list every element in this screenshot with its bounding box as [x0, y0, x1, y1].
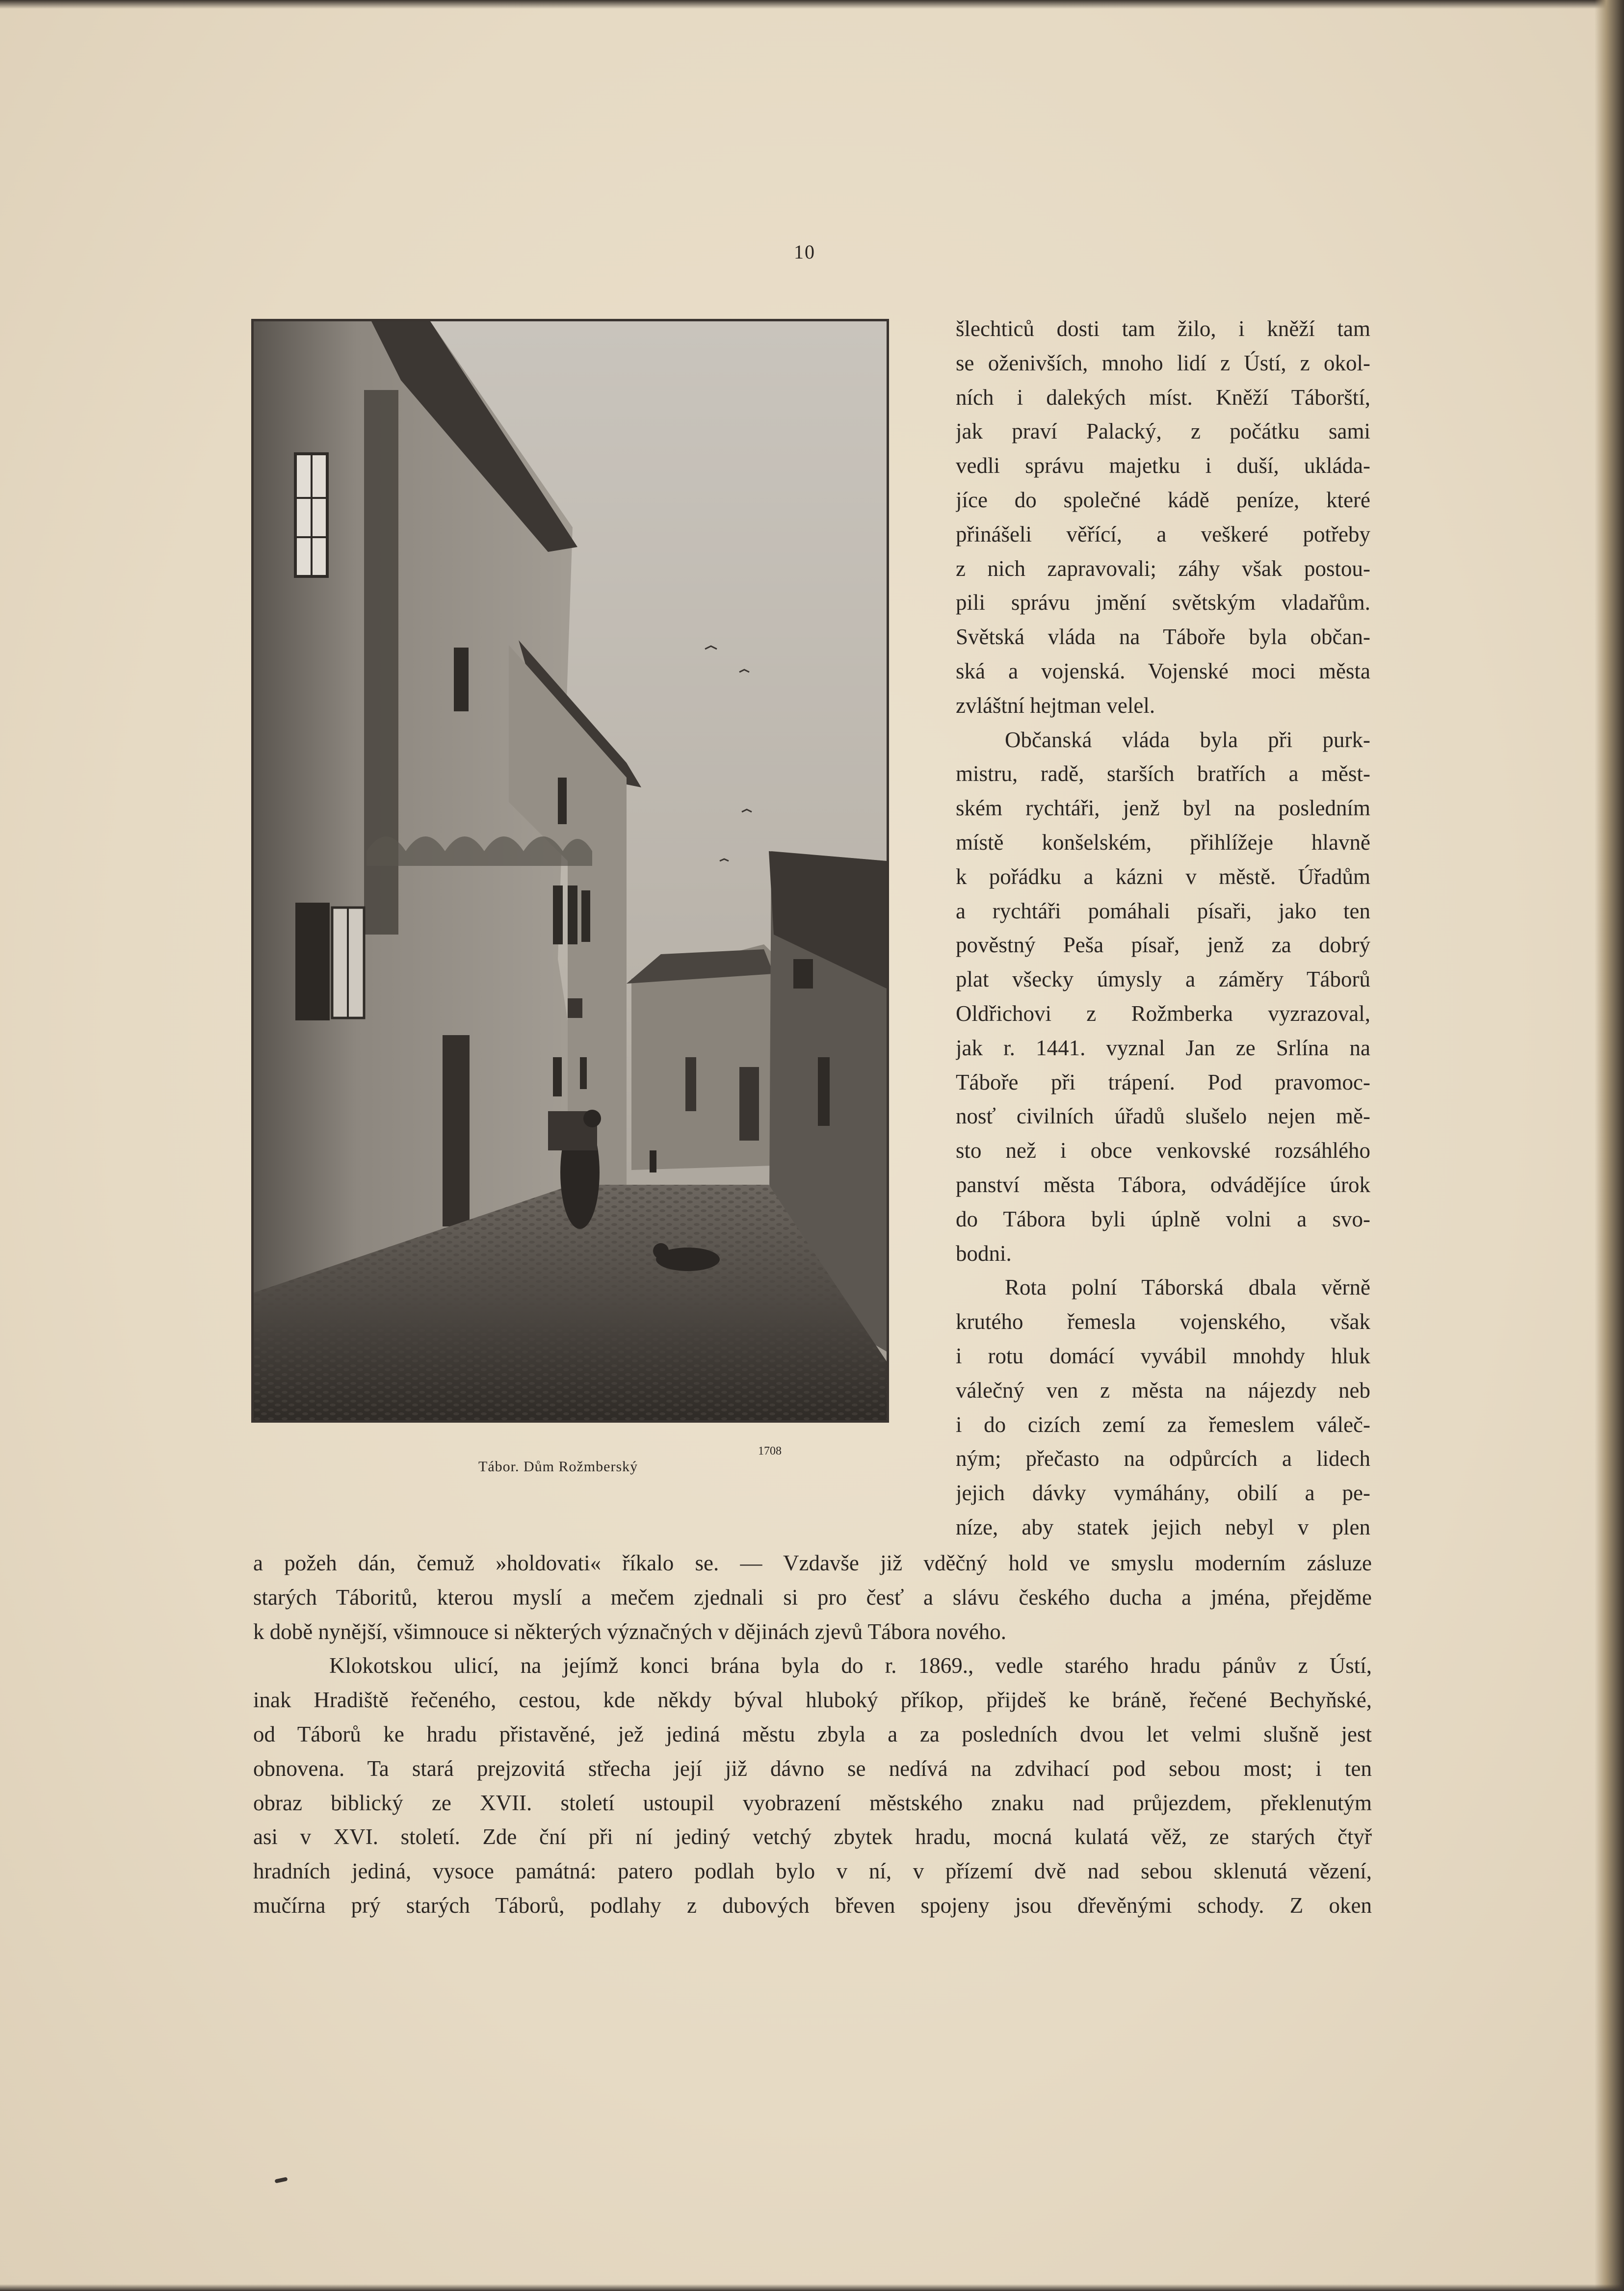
text-line: níze, aby statek jejich nebyl v plen	[956, 1514, 1370, 1539]
text-line: jejich dávky vymáhány, obilí a pe-	[956, 1481, 1370, 1506]
text-line: hradních jediná, vysoce památná: patero podlah bylo v ní, v přízemí dvě nad sebou sklenutá vězení,	[253, 1859, 1372, 1884]
paragraph	[956, 312, 1370, 723]
text-line: Klokotskou ulicí, na jejímž konci brána byla do r. 1869., vedle starého hradu pánův z Ústí,	[329, 1653, 1372, 1678]
right-column-text	[956, 312, 1370, 1545]
text-line: krutého řemesla vojenského, však	[956, 1309, 1370, 1334]
plate-number: 1708	[758, 1445, 782, 1458]
text-line: mučírna prý starých Táborů, podlahy z dubových břeven spojeny jsou dřevěnými schody. Z oken	[253, 1893, 1372, 1918]
text-line: k pořádku a kázni v městě. Úřadům	[956, 864, 1370, 889]
top-edge-shadow	[0, 0, 1624, 9]
text-line: přinášeli věřící, a veškeré potřeby	[956, 521, 1370, 547]
text-line: pili správu jmění světským vladařům.	[956, 590, 1370, 615]
text-line: ným; přečasto na odpůrcích a lidech	[956, 1446, 1370, 1471]
figure-caption: Tábor. Dům Rožmberský	[478, 1458, 638, 1475]
text-line: jíce do společné kádě peníze, které	[956, 487, 1370, 512]
text-line: starých Táboritů, kterou myslí a mečem zjednali si pro česť a slávu českého ducha a jména, přejděme	[253, 1585, 1372, 1610]
text-line: šlechticů dosti tam žilo, i kněží tam	[956, 316, 1370, 341]
text-line: jak r. 1441. vyznal Jan ze Srlína na	[956, 1035, 1370, 1060]
text-line: Rota polní Táborská dbala věrně	[1005, 1275, 1370, 1300]
text-line: panství města Tábora, odvádějíce úrok	[956, 1172, 1370, 1197]
text-line: a rychtáři pomáhali písaři, jako ten	[956, 898, 1370, 923]
text-line: válečný ven z města na nájezdy neb	[956, 1378, 1370, 1403]
text-line: ská a vojenská. Vojenské moci města	[956, 658, 1370, 683]
text-line: Oldřichovi z Rožmberka vyzrazoval,	[956, 1001, 1370, 1026]
text-line: ském rychtáři, jenž byl na posledním	[956, 796, 1370, 821]
paragraph	[956, 1271, 1370, 1544]
text-line: jak praví Palacký, z počátku sami	[956, 419, 1370, 444]
text-line: i do cizích zemí za řemeslem váleč-	[956, 1412, 1370, 1437]
text-line: mistru, radě, starších bratřích a měst-	[956, 761, 1370, 786]
text-line: ních i dalekých míst. Kněží Táborští,	[956, 385, 1370, 410]
ink-mark	[274, 2177, 288, 2183]
text-line: od Táborů ke hradu přistavěné, jež jediná městu zbyla a za posledních dvou let velmi slušně jest	[253, 1721, 1372, 1746]
text-line: nosť civilních úřadů slušelo nejen mě-	[956, 1104, 1370, 1129]
paragraph	[253, 1546, 1372, 1649]
text-line: pověstný Peša písař, jenž za dobrý	[956, 933, 1370, 958]
text-line: bodni.	[956, 1241, 1012, 1266]
text-line: z nich zapravovali; záhy však postou-	[956, 556, 1370, 581]
text-line: Táboře při trápení. Pod pravomoc-	[956, 1069, 1370, 1094]
paragraph	[253, 1649, 1372, 1923]
text-line: Občanská vláda byla při purk-	[1005, 727, 1370, 752]
text-line: i rotu domácí vyvábil mnohdy hluk	[956, 1343, 1370, 1368]
street-scene-illustration	[254, 321, 887, 1420]
text-line: a požeh dán, čemuž »holdovati« říkalo se. — Vzdavše již vděčný hold ve smyslu moderním zásluze	[253, 1551, 1372, 1575]
text-line: vedli správu majetku i duší, ukláda-	[956, 453, 1370, 478]
text-line: asi v XVI. století. Zde ční při ní jediný vetchý zbytek hradu, mocná kulatá věž, ze starých čtyř	[253, 1824, 1372, 1849]
text-line: se oženivších, mnoho lidí z Ústí, z okol-	[956, 350, 1370, 375]
text-line: zvláštní hejtman velel.	[956, 693, 1155, 718]
paragraph	[956, 723, 1370, 1271]
binding-edge-shadow	[1595, 0, 1624, 2291]
text-line: inak Hradiště řečeného, cestou, kde někdy býval hluboký příkop, přijdeš ke bráně, řečené Bechyňské,	[253, 1688, 1372, 1713]
text-line: Světská vláda na Táboře byla občan-	[956, 625, 1370, 650]
text-line: do Tábora byli úplně volni a svo-	[956, 1206, 1370, 1231]
illustration-plate	[251, 319, 889, 1423]
text-line: plat všecky úmysly a záměry Táborů	[956, 967, 1370, 992]
text-line: obraz biblický ze XVII. století ustoupil vyobrazení městského znaku nad průjezdem, překlenutým	[253, 1790, 1372, 1815]
text-line: sto než i obce venkovské rozsáhlého	[956, 1138, 1370, 1163]
bottom-edge-shadow	[0, 2284, 1624, 2291]
text-line: místě konšelském, přihlížeje hlavně	[956, 830, 1370, 855]
full-width-text	[253, 1546, 1372, 1923]
text-line: k době nynější, všimnouce si některých význačných v dějinách zjevů Tábora nového.	[253, 1619, 1006, 1644]
text-line: obnovena. Ta stará prejzovitá střecha její již dávno se nedívá na zdvihací pod sebou most; i ten	[253, 1756, 1372, 1781]
page-number: 10	[794, 241, 815, 263]
